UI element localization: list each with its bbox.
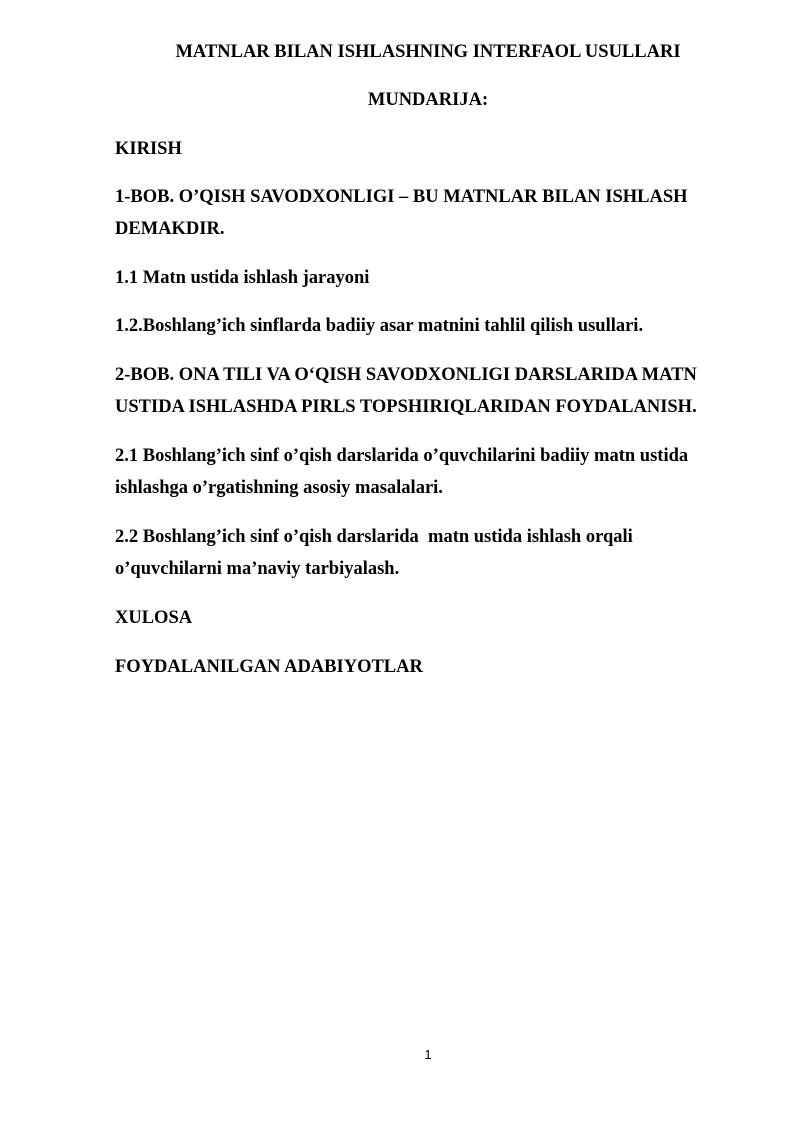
page-number: 1 <box>424 1047 432 1062</box>
toc-entry-section-2-2: 2.2 Boshlang’ich sinf o’qish darslarida matn ustida ishlash orqali o’quvchilarni ma’naviy tarbiyalash. <box>115 527 638 579</box>
toc-entry-conclusion: XULOSA <box>115 608 193 628</box>
toc-entry-section-2-1: 2.1 Boshlang’ich sinf o’qish darslarida o’quvchilarini badiiy matn ustida ishlashga o’rgatishning asosiy masalalari. <box>115 446 693 498</box>
document-title: MATNLAR BILAN ISHLASHNING INTERFAOL USULLARI <box>175 42 681 62</box>
toc-entry-references: FOYDALANILGAN ADABIYOTLAR <box>115 657 423 677</box>
toc-entry-chapter-2: 2-BOB. ONA TILI VA O‘QISH SAVODXONLIGI DARSLARIDA MATN USTIDA ISHLASHDA PIRLS TOPSHIRIQLARIDAN FOYDALANISH. <box>115 365 702 417</box>
toc-entry-section-1-2: 1.2.Boshlang’ich sinflarda badiiy asar matnini tahlil qilish usullari. <box>115 316 644 336</box>
toc-entry-introduction: KIRISH <box>115 139 182 159</box>
toc-entry-chapter-1: 1-BOB. O’QISH SAVODXONLIGI – BU MATNLAR BILAN ISHLASH DEMAKDIR. <box>115 187 693 239</box>
table-of-contents-heading: MUNDARIJA: <box>367 90 489 110</box>
toc-entry-section-1-1: 1.1 Matn ustida ishlash jarayoni <box>115 268 370 288</box>
